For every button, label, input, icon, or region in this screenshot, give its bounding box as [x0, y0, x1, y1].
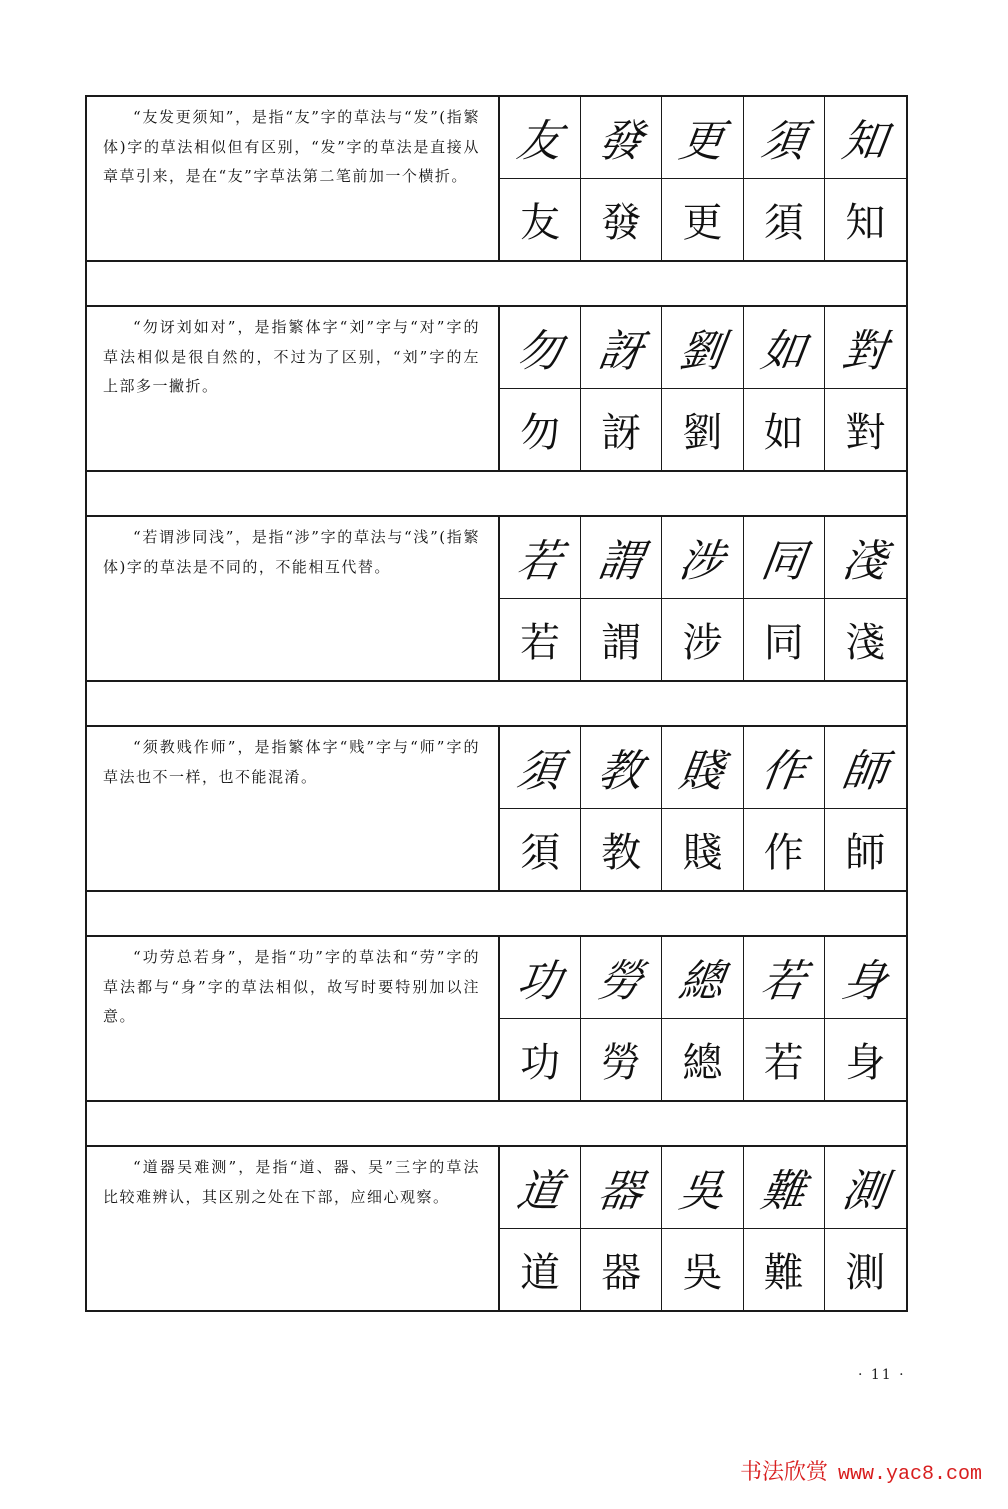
regular-character: 師: [845, 829, 886, 876]
separator-band: [85, 262, 908, 305]
cursive-cell: [662, 307, 743, 389]
regular-cell: [581, 599, 662, 681]
separator-band: [85, 892, 908, 935]
cursive-cell: [581, 937, 662, 1019]
regular-cell: [744, 179, 825, 261]
regular-character: 測: [845, 1249, 886, 1296]
cursive-cell: [581, 1147, 662, 1229]
cursive-cell: [744, 1147, 825, 1229]
cursive-character: 對: [839, 326, 891, 378]
character-grid: [500, 307, 906, 470]
cursive-cell: [500, 937, 581, 1019]
regular-cell: [662, 599, 743, 681]
cursive-character: 須: [513, 746, 566, 798]
cursive-character: 勞: [595, 956, 647, 1008]
character-grid: [500, 517, 906, 680]
regular-character: 須: [520, 829, 561, 876]
regular-cell: [744, 1019, 825, 1101]
cursive-cell: [662, 937, 743, 1019]
regular-cell: [500, 179, 581, 261]
regular-character: 須: [763, 199, 804, 246]
entry-description: “若谓涉同浅”，是指“涉”字的草法与“浅”(指繁体)字的草法是不同的，不能相互代替。: [87, 517, 500, 680]
cursive-character: 賤: [676, 746, 728, 798]
cursive-character: 劉: [676, 326, 728, 378]
cursive-cell: [825, 517, 906, 599]
cursive-cell: [500, 727, 581, 809]
cursive-character: 測: [839, 1166, 891, 1218]
cursive-cell: [581, 517, 662, 599]
entry-description: “友发更须知”，是指“友”字的草法与“发”(指繁体)字的草法相似但有区别，“发”字的草法是直接从章草引来，是在“友”字草法第二笔前加一个横折。: [87, 97, 500, 260]
regular-character: 勞: [601, 1039, 642, 1086]
regular-cell: [744, 389, 825, 471]
cursive-character: 發: [595, 116, 647, 168]
regular-cell: [581, 809, 662, 891]
regular-character: 教: [601, 829, 642, 876]
cursive-cell: [500, 517, 581, 599]
regular-character: 訝: [601, 409, 642, 456]
cursive-character: 訝: [595, 326, 647, 378]
regular-character: 謂: [601, 619, 642, 666]
regular-cell: [662, 1019, 743, 1101]
regular-cell: [581, 1019, 662, 1101]
regular-cell: [662, 389, 743, 471]
cursive-cell: [581, 727, 662, 809]
cursive-cell: [662, 727, 743, 809]
regular-cell: [581, 389, 662, 471]
regular-character: 難: [763, 1249, 804, 1296]
cursive-cell: [500, 97, 581, 179]
entry-block-4: [85, 725, 908, 892]
watermark-url: www.yac8.com: [838, 1463, 983, 1486]
cursive-cell: [662, 97, 743, 179]
regular-character: 總: [682, 1039, 723, 1086]
entry-description: “勿讶刘如对”，是指繁体字“刘”字与“对”字的草法相似是很自然的，不过为了区别，“刘”字的左上部多一撇折。: [87, 307, 500, 470]
regular-character: 更: [682, 199, 723, 246]
cursive-character: 吳: [676, 1166, 728, 1218]
regular-character: 作: [763, 829, 804, 876]
cursive-character: 須: [757, 116, 809, 168]
cursive-character: 總: [676, 956, 728, 1008]
entry-description: “功劳总若身”，是指“功”字的草法和“劳”字的草法都与“身”字的草法相似，故写时要特别加以注意。: [87, 937, 500, 1100]
cursive-character: 同: [757, 536, 809, 588]
regular-cell: [500, 389, 581, 471]
character-grid: [500, 937, 906, 1100]
regular-character: 對: [845, 409, 886, 456]
regular-cell: [825, 809, 906, 891]
regular-cell: [500, 1019, 581, 1101]
watermark-site-name: 书法欣赏: [740, 1460, 829, 1485]
watermark: [692, 1432, 982, 1509]
regular-cell: [825, 389, 906, 471]
separator-band: [85, 682, 908, 725]
regular-cell: [500, 599, 581, 681]
cursive-character: 知: [839, 116, 891, 168]
regular-character: 若: [520, 619, 561, 666]
character-grid: [500, 1147, 906, 1310]
cursive-character: 如: [757, 326, 809, 378]
cursive-cell: [825, 727, 906, 809]
regular-character: 身: [845, 1039, 886, 1086]
character-grid: [500, 97, 906, 260]
regular-character: 吳: [682, 1249, 723, 1296]
cursive-character: 涉: [676, 536, 728, 588]
entry-description: “道器吴难测”，是指“道、器、吴”三字的草法比较难辨认，其区别之处在下部，应细心观察。: [87, 1147, 500, 1310]
cursive-character: 難: [757, 1166, 809, 1218]
cursive-character: 道: [513, 1166, 566, 1218]
cursive-cell: [825, 307, 906, 389]
regular-cell: [581, 179, 662, 261]
regular-cell: [825, 599, 906, 681]
regular-cell: [500, 1229, 581, 1311]
entry-description: “须教贱作师”，是指繁体字“贱”字与“师”字的草法也不一样，也不能混淆。: [87, 727, 500, 890]
cursive-cell: [500, 307, 581, 389]
regular-cell: [825, 179, 906, 261]
cursive-cell: [744, 937, 825, 1019]
regular-character: 涉: [682, 619, 723, 666]
regular-character: 功: [520, 1039, 561, 1086]
cursive-cell: [662, 1147, 743, 1229]
cursive-cell: [825, 97, 906, 179]
entry-block-6: [85, 1145, 908, 1312]
cursive-character: 勿: [513, 326, 566, 378]
cursive-character: 身: [839, 956, 891, 1008]
separator-band: [85, 1102, 908, 1145]
cursive-character: 若: [757, 956, 809, 1008]
regular-cell: [744, 599, 825, 681]
regular-cell: [662, 809, 743, 891]
separator-band: [85, 472, 908, 515]
regular-character: 友: [520, 199, 561, 246]
cursive-character: 友: [513, 116, 566, 168]
cursive-character: 師: [839, 746, 891, 798]
cursive-character: 器: [595, 1166, 647, 1218]
regular-character: 同: [763, 619, 804, 666]
cursive-cell: [825, 1147, 906, 1229]
regular-character: 淺: [845, 619, 886, 666]
regular-character: 如: [763, 409, 804, 456]
regular-character: 勿: [520, 409, 561, 456]
entry-block-5: [85, 935, 908, 1102]
entry-block-2: [85, 305, 908, 472]
entry-block-3: [85, 515, 908, 682]
regular-cell: [581, 1229, 662, 1311]
regular-cell: [744, 1229, 825, 1311]
cursive-character: 教: [595, 746, 647, 798]
cursive-cell: [825, 937, 906, 1019]
cursive-cell: [500, 1147, 581, 1229]
cursive-character: 淺: [839, 536, 891, 588]
regular-character: 若: [763, 1039, 804, 1086]
page-number: · 11 ·: [858, 1367, 906, 1383]
cursive-character: 作: [757, 746, 809, 798]
regular-cell: [744, 809, 825, 891]
cursive-cell: [662, 517, 743, 599]
regular-cell: [500, 809, 581, 891]
cursive-cell: [744, 517, 825, 599]
regular-character: 發: [601, 199, 642, 246]
regular-character: 器: [601, 1249, 642, 1296]
regular-character: 賤: [682, 829, 723, 876]
regular-cell: [825, 1019, 906, 1101]
cursive-cell: [581, 307, 662, 389]
regular-character: 劉: [682, 409, 723, 456]
cursive-character: 功: [513, 956, 566, 1008]
cursive-cell: [581, 97, 662, 179]
cursive-cell: [744, 97, 825, 179]
regular-character: 知: [845, 199, 886, 246]
cursive-character: 若: [513, 536, 566, 588]
regular-cell: [825, 1229, 906, 1311]
regular-cell: [662, 179, 743, 261]
cursive-cell: [744, 307, 825, 389]
cursive-character: 更: [676, 116, 728, 168]
cursive-character: 謂: [595, 536, 647, 588]
regular-character: 道: [520, 1249, 561, 1296]
cursive-cell: [744, 727, 825, 809]
character-grid: [500, 727, 906, 890]
regular-cell: [662, 1229, 743, 1311]
entry-block-1: [85, 95, 908, 262]
